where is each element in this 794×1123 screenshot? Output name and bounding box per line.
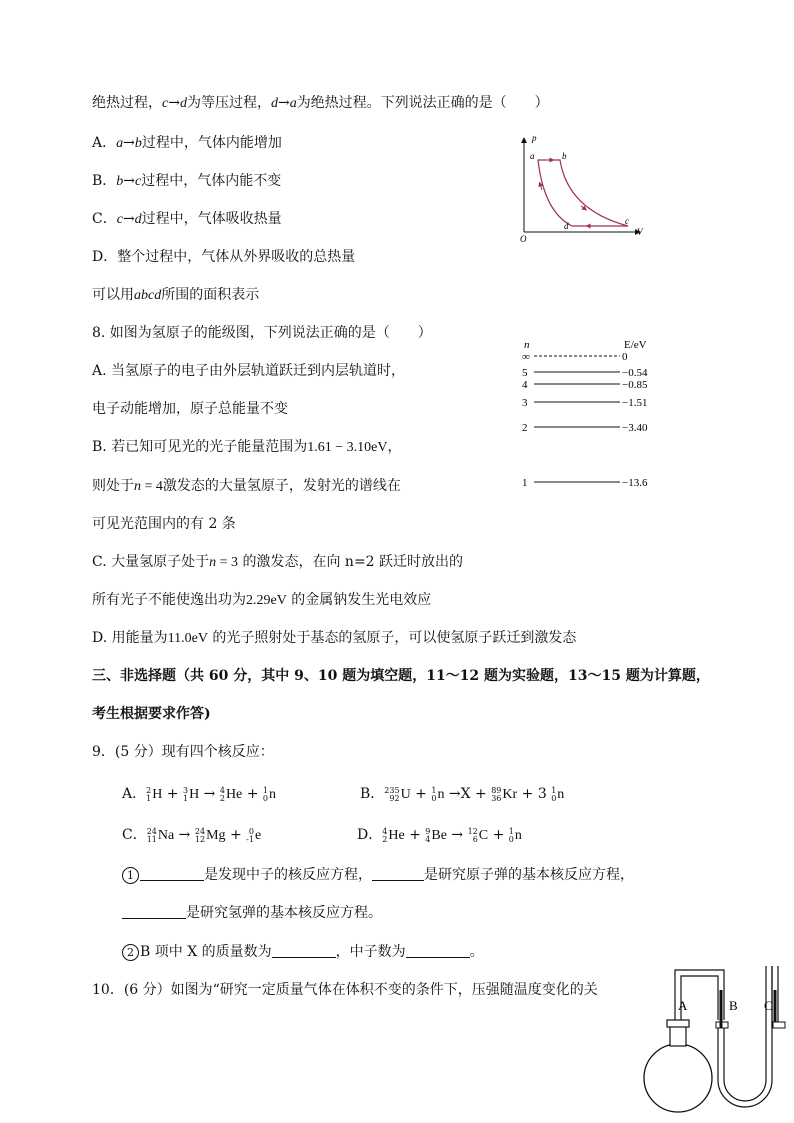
nuclide: 4 2He: [382, 827, 405, 844]
q9-sub2: 2 B 项中 X 的质量数为 ，中子数为 。: [122, 943, 484, 961]
u-tube-outer: [718, 966, 772, 1107]
arrow-da: [540, 184, 542, 190]
level-energy-label: −0.85: [622, 379, 648, 391]
q7-option-a: A．a→b过程中，气体内能增加: [92, 135, 282, 151]
answer-blank-mass-number[interactable]: [272, 943, 336, 958]
level-energy-label: −13.6: [622, 477, 648, 489]
level-n-label: 1: [522, 477, 528, 489]
section3-heading-line1: 三、非选择题（共 60 分，其中 9、10 题为填空题，11～12 题为实验题，13～15 题为计算题，: [92, 668, 710, 684]
q9-stem: 9．(5 分）现有四个核反应：: [92, 744, 274, 760]
level-energy-label: −1.51: [622, 397, 648, 409]
point-b-label: b: [562, 151, 567, 161]
answer-blank-1[interactable]: [140, 866, 204, 881]
nuclide: 1 0n: [431, 786, 445, 803]
q8-option-b-line2: 则处于n = 4激发态的大量氢原子，发射光的谱线在: [92, 478, 401, 494]
circled-number-2: 2: [122, 944, 139, 961]
answer-blank-3[interactable]: [122, 904, 186, 919]
point-a-label: a: [530, 151, 535, 161]
level-n-label: 4: [522, 379, 528, 391]
nuclide: 24 11Na: [146, 827, 175, 844]
nuclide: 1 0n: [262, 786, 276, 803]
level-n-label: 3: [522, 397, 528, 409]
reaction-operator: →X +: [444, 786, 492, 802]
section3-heading-line2: 考生根据要求作答): [92, 706, 211, 722]
pv-diagram: [516, 132, 650, 244]
p-axis-label: p: [532, 133, 537, 143]
nuclide: 235 92U: [384, 786, 411, 803]
q8-option-b-line3: 可见光范围内的有 2 条: [92, 516, 236, 532]
label-b: B: [729, 998, 738, 1013]
q10-stem: 10．(6 分）如图为“研究一定质量气体在体积不变的条件下，压强随温度变化的关: [92, 982, 598, 998]
level-energy-label: −0.54: [622, 367, 648, 379]
q7-option-b: B．b→c过程中，气体内能不变: [92, 173, 282, 189]
nuclide: 2 1H: [146, 786, 163, 803]
reaction-operator: →: [446, 827, 468, 843]
answer-blank-neutron-number[interactable]: [406, 943, 470, 958]
answer-blank-2[interactable]: [372, 866, 424, 881]
level-n-label: 5: [522, 367, 528, 379]
flask-stopper: [667, 1020, 689, 1027]
label-a: A: [678, 998, 688, 1013]
nuclide: 1 0n: [508, 827, 522, 844]
circled-number-1: 1: [122, 867, 139, 884]
q8-option-a-line1: A. 当氢原子的电子由外层轨道跃迁到内层轨道时，: [92, 363, 406, 379]
reaction-operator: →: [199, 786, 220, 802]
point-c-label: c: [625, 216, 629, 226]
energy-level-diagram: [516, 336, 666, 496]
nuclide: 4 2He: [219, 786, 243, 803]
nuclide: 12 6C: [467, 827, 489, 844]
q9-sub1-line2: 是研究氢弹的基本核反应方程。: [122, 904, 382, 922]
reaction-operator: +: [162, 786, 183, 802]
nuclide: 0 -1e: [246, 827, 262, 844]
joint-c: [773, 1022, 785, 1028]
level-energy-label: −3.40: [622, 422, 648, 434]
q9-reaction-d: D．4 2He + 9 4Be → 12 6C + 1 0n: [357, 827, 522, 844]
reaction-operator: +: [225, 827, 247, 843]
reaction-operator: +: [488, 827, 509, 843]
reaction-operator: +: [404, 827, 426, 843]
n-header: n: [524, 339, 530, 351]
q7-option-d-line1: D．整个过程中，气体从外界吸收的总热量: [92, 249, 356, 265]
q7-option-c: C．c→d过程中，气体吸收热量: [92, 211, 282, 227]
nuclide: 1 0n: [551, 786, 565, 803]
nuclide: 3 1H: [182, 786, 200, 803]
point-d-label: d: [564, 221, 569, 231]
q8-option-d: D. 用能量为11.0eV 的光子照射处于基态的氢原子，可以使氢原子跃迁到激发态: [92, 630, 577, 646]
q9-reaction-b: B．235 92U + 1 0n →X + 89 36Kr + 3 1 0n: [360, 786, 565, 803]
level-energy-label: 0: [622, 351, 628, 363]
nuclide: 9 4Be: [425, 827, 447, 844]
reaction-operator: →: [174, 827, 195, 843]
q8-option-a-line2: 电子动能增加，原子总能量不变: [92, 401, 288, 417]
q8-option-c-line1: C. 大量氢原子处于n = 3 的激发态，在向 n=2 跃迁时放出的: [92, 554, 464, 570]
nuclide: 24 12Mg: [194, 827, 226, 844]
q8-option-c-line2: 所有光子不能使逸出功为2.29eV 的金属钠发生光电效应: [92, 592, 432, 608]
q7-stem-tail: 绝热过程，c→d为等压过程，d→a为绝热过程。下列说法正确的是（ ）: [92, 95, 549, 111]
reaction-operator: +: [242, 786, 263, 802]
q7-option-d-line2: 可以用abcd所围的面积表示: [92, 287, 260, 303]
q9-reaction-c: C．24 11Na → 24 12Mg + 0 -1e: [122, 827, 262, 844]
nuclide: 89 36Kr: [491, 786, 518, 803]
level-n-label: ∞: [522, 351, 530, 363]
reaction-operator: + 3: [517, 786, 552, 802]
q9-sub1-line1: 1 是发现中子的核反应方程， 是研究原子弹的基本核反应方程，: [122, 866, 634, 884]
e-header: E/eV: [624, 339, 647, 351]
arrow-bc: [581, 206, 585, 209]
flask: [644, 1044, 712, 1112]
gas-apparatus-diagram: [636, 960, 786, 1120]
u-tube-inner: [724, 966, 766, 1101]
level-n-label: 2: [522, 422, 528, 434]
q9-reaction-a: A．2 1H + 3 1H → 4 2He + 1 0n: [122, 786, 276, 803]
label-c: C: [764, 998, 773, 1013]
q8-option-b-line1: B. 若已知可见光的光子能量范围为1.61 − 3.10eV，: [92, 439, 402, 455]
cycle-path: [538, 160, 628, 226]
reaction-operator: +: [410, 786, 432, 802]
q8-stem: 8. 如图为氢原子的能级图，下列说法正确的是（ ）: [92, 325, 432, 341]
origin-label: O: [520, 234, 527, 244]
v-axis-label: V: [637, 227, 643, 237]
